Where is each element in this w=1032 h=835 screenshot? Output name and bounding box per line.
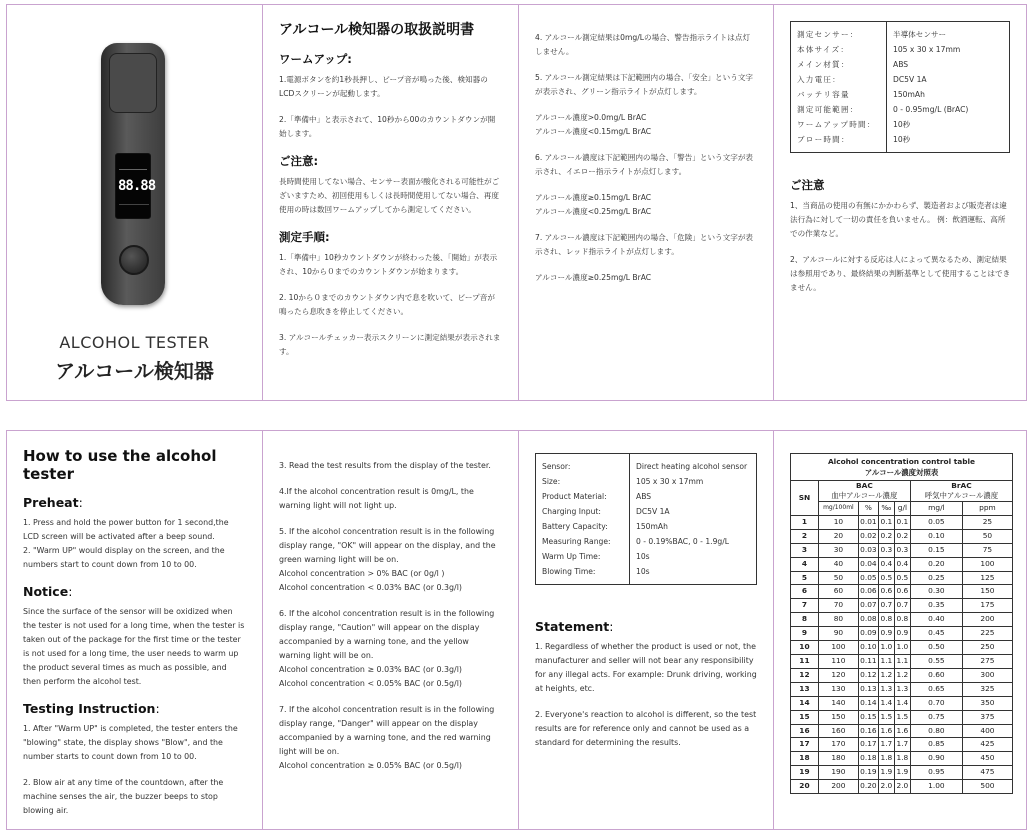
table-title-ja: アルコール濃度対照表 bbox=[864, 468, 939, 477]
en-range-line: Alcohol concentration < 0.03% BAC (or 0.3g/l) bbox=[279, 583, 462, 592]
table-cell: 200 bbox=[962, 613, 1012, 627]
power-button-image bbox=[119, 245, 149, 275]
table-cell: 1.4 bbox=[894, 696, 910, 710]
table-cell: 0.45 bbox=[910, 627, 962, 641]
table-cell: 0.1 bbox=[894, 515, 910, 529]
spec-value: ABS bbox=[636, 492, 652, 501]
en-range-line: Alcohol concentration ≥ 0.03% BAC (or 0.3g/l) bbox=[279, 665, 462, 674]
table-cell: 1.5 bbox=[878, 710, 894, 724]
col-bac: BAC bbox=[856, 481, 873, 490]
table-cell: 50 bbox=[962, 529, 1012, 543]
ja-results-panel bbox=[518, 5, 773, 400]
en-preheat-step: 1. Press and hold the power button for 1 second,the LCD screen will be activated after a beep sound. bbox=[23, 518, 229, 541]
table-row bbox=[791, 780, 1013, 794]
table-cell: 0.60 bbox=[910, 668, 962, 682]
spec-label: Size: bbox=[536, 474, 630, 489]
table-cell: 0.7 bbox=[894, 599, 910, 613]
table-cell: 1.8 bbox=[878, 752, 894, 766]
table-cell: 40 bbox=[818, 557, 858, 571]
spec-row bbox=[536, 534, 757, 549]
en-range-line: Alcohol concentration > 0% BAC (or 0g/l ) bbox=[279, 569, 445, 578]
ja-spec-table bbox=[790, 21, 1010, 153]
en-statement-text: 1. Regardless of whether the product is used or not, the manufacturer and seller will not bear any responsibility for any illegal acts. For example: Drunk driving, working at heights, etc. bbox=[535, 642, 757, 693]
spec-value: 10秒 bbox=[893, 120, 911, 129]
table-cell: 50 bbox=[818, 571, 858, 585]
unit-header: g/l bbox=[894, 502, 910, 516]
table-cell: 0.70 bbox=[910, 696, 962, 710]
table-cell: 450 bbox=[962, 752, 1012, 766]
table-cell: 425 bbox=[962, 738, 1012, 752]
ja-step: 2. 10から０までのカウントダウン内で息を吹いて、ビープ音が鳴ったら息吹きを停止してください。 bbox=[279, 293, 495, 316]
table-row bbox=[791, 529, 1013, 543]
row-sn: 8 bbox=[791, 613, 819, 627]
table-cell: 1.6 bbox=[894, 724, 910, 738]
ja-range-line: アルコール濃度≥0.25mg/L BrAC bbox=[535, 273, 652, 282]
row-sn: 18 bbox=[791, 752, 819, 766]
spec-row bbox=[536, 489, 757, 504]
table-cell: 200 bbox=[818, 780, 858, 794]
ja-warmup-heading: ワームアップ: bbox=[279, 52, 352, 66]
table-cell: 1.6 bbox=[878, 724, 894, 738]
row-sn: 5 bbox=[791, 571, 819, 585]
en-statement-heading: Statement bbox=[535, 619, 610, 634]
table-cell: 0.19 bbox=[858, 766, 878, 780]
table-cell: 80 bbox=[818, 613, 858, 627]
table-cell: 160 bbox=[818, 724, 858, 738]
table-cell: 0.05 bbox=[910, 515, 962, 529]
table-cell: 0.7 bbox=[878, 599, 894, 613]
spec-label: Warm Up Time: bbox=[536, 549, 630, 564]
table-cell: 120 bbox=[818, 668, 858, 682]
table-cell: 1.0 bbox=[878, 641, 894, 655]
lcd-screen bbox=[115, 153, 156, 219]
spec-row bbox=[791, 22, 1010, 43]
table-cell: 125 bbox=[962, 571, 1012, 585]
table-cell: 0.50 bbox=[910, 641, 962, 655]
table-row bbox=[791, 766, 1013, 780]
row-sn: 15 bbox=[791, 710, 819, 724]
spec-row bbox=[536, 549, 757, 564]
row-sn: 13 bbox=[791, 682, 819, 696]
spec-row bbox=[791, 57, 1010, 72]
ja-range-line: アルコール濃度>0.0mg/L BrAC bbox=[535, 113, 647, 122]
table-cell: 0.20 bbox=[858, 780, 878, 794]
table-row bbox=[791, 682, 1013, 696]
en-result-step: 3. Read the test results from the display of the tester. bbox=[279, 461, 491, 470]
ja-notice-text: 長時間使用してない場合、センサー表面が酸化される可能性がございますため、初回使用もしくは長時間使用してない場合、再度使用の時は数回ワームアップしてから測定してください。 bbox=[279, 177, 500, 214]
table-cell: 0.13 bbox=[858, 682, 878, 696]
table-cell: 140 bbox=[818, 696, 858, 710]
ja-instructions-panel bbox=[262, 5, 518, 400]
spec-label: Blowing Time: bbox=[536, 564, 630, 585]
table-row bbox=[791, 668, 1013, 682]
row-sn: 10 bbox=[791, 641, 819, 655]
table-cell: 0.06 bbox=[858, 585, 878, 599]
table-row bbox=[791, 752, 1013, 766]
concentration-table-panel bbox=[773, 431, 1028, 829]
en-testing-heading: Testing Instruction bbox=[23, 701, 156, 716]
row-sn: 20 bbox=[791, 780, 819, 794]
unit-header: mg/l bbox=[910, 502, 962, 516]
lcd-digits: 88.88 bbox=[118, 178, 156, 194]
table-cell: 25 bbox=[962, 515, 1012, 529]
en-result-step: 7. If the alcohol concentration result is in the following display range, "Danger" will appear on the display accompanied by a warning tone, and the red warning light will be on. bbox=[279, 705, 495, 756]
table-cell: 0.65 bbox=[910, 682, 962, 696]
mouthpiece-cap bbox=[109, 53, 157, 113]
spec-label: Product Material: bbox=[536, 489, 630, 504]
spec-row bbox=[791, 132, 1010, 153]
table-cell: 150 bbox=[962, 585, 1012, 599]
spec-value: DC5V 1A bbox=[636, 507, 670, 516]
spec-row bbox=[536, 504, 757, 519]
table-cell: 1.2 bbox=[894, 668, 910, 682]
spec-label: Measuring Range: bbox=[536, 534, 630, 549]
table-cell: 60 bbox=[818, 585, 858, 599]
spec-value: 0 - 0.95mg/L (BrAC) bbox=[893, 105, 969, 114]
table-cell: 0.4 bbox=[878, 557, 894, 571]
table-cell: 0.01 bbox=[858, 515, 878, 529]
table-cell: 0.5 bbox=[894, 571, 910, 585]
table-row bbox=[791, 696, 1013, 710]
table-cell: 0.2 bbox=[878, 529, 894, 543]
spec-label: メイン材質： bbox=[791, 57, 887, 72]
en-notice-heading: Notice bbox=[23, 584, 69, 599]
table-row bbox=[791, 515, 1013, 529]
spec-label: 入力電圧： bbox=[791, 72, 887, 87]
col-brac-ja: 呼気中アルコール濃度 bbox=[924, 491, 999, 500]
table-cell: 1.9 bbox=[894, 766, 910, 780]
table-cell: 1.7 bbox=[894, 738, 910, 752]
ja-step: 3. アルコールチェッカー表示スクリーンに測定結果が表示されます。 bbox=[279, 333, 501, 356]
spec-value: Direct heating alcohol sensor bbox=[636, 462, 748, 471]
table-cell: 0.6 bbox=[894, 585, 910, 599]
spec-row bbox=[791, 102, 1010, 117]
en-testing-step: 2. Blow air at any time of the countdown, after the machine senses the air, the buzzer beeps to stop blowing air. bbox=[23, 778, 224, 815]
table-title-en: Alcohol concentration control table bbox=[827, 457, 976, 466]
spec-value: 105 x 30 x 17mm bbox=[636, 477, 704, 486]
table-cell: 0.10 bbox=[858, 641, 878, 655]
spec-label: ブロー時間： bbox=[791, 132, 887, 153]
spec-row bbox=[791, 117, 1010, 132]
en-spec-panel: Sensor: Direct heating alcohol sensor Size: 105 x 30 x 17mm Product Material: ABS Charging Input: DC5V 1A Battery Capacity: 150mAh Measuring Range: 0 - 0.19%BAC, 0 - 1.9g/L Warm Up Time: 10s Blowing Time: 10s Statement: 1. Regardless of whether the product is used or not, the manufacturer and seller will not bear any responsibility for any illegal acts. For example: Drunk driving, working at heights, etc. 2. Everyone's reaction to alcohol is different, so the test results are for reference only and cannot be used as a standard for determining the results. bbox=[518, 431, 773, 829]
table-cell: 1.4 bbox=[878, 696, 894, 710]
spec-value: 105 x 30 x 17mm bbox=[893, 45, 961, 54]
table-cell: 0.08 bbox=[858, 613, 878, 627]
spec-row bbox=[791, 72, 1010, 87]
table-cell: 0.1 bbox=[878, 515, 894, 529]
table-cell: 1.1 bbox=[894, 654, 910, 668]
table-row bbox=[791, 571, 1013, 585]
table-cell: 0.16 bbox=[858, 724, 878, 738]
table-row bbox=[791, 557, 1013, 571]
unit-header: mg/100ml bbox=[818, 502, 858, 516]
concentration-table bbox=[790, 453, 1013, 794]
ja-result-step: 4. アルコール測定結果は0mg/Lの場合、警告指示ライトは点灯しません。 bbox=[535, 33, 751, 56]
table-cell: 1.3 bbox=[878, 682, 894, 696]
table-row bbox=[791, 738, 1013, 752]
table-cell: 500 bbox=[962, 780, 1012, 794]
table-cell: 0.05 bbox=[858, 571, 878, 585]
spec-row bbox=[536, 564, 757, 585]
table-cell: 0.80 bbox=[910, 724, 962, 738]
spec-label: 本体サイズ： bbox=[791, 42, 887, 57]
table-cell: 0.9 bbox=[894, 627, 910, 641]
table-cell: 170 bbox=[818, 738, 858, 752]
en-preheat-heading: Preheat bbox=[23, 495, 79, 510]
table-cell: 0.15 bbox=[910, 543, 962, 557]
table-cell: 225 bbox=[962, 627, 1012, 641]
row-sn: 14 bbox=[791, 696, 819, 710]
table-cell: 90 bbox=[818, 627, 858, 641]
spec-value: 10s bbox=[636, 567, 650, 576]
row-sn: 19 bbox=[791, 766, 819, 780]
table-cell: 0.17 bbox=[858, 738, 878, 752]
table-cell: 375 bbox=[962, 710, 1012, 724]
table-cell: 130 bbox=[818, 682, 858, 696]
row-sn: 12 bbox=[791, 668, 819, 682]
en-range-line: Alcohol concentration < 0.05% BAC (or 0.5g/l) bbox=[279, 679, 462, 688]
table-cell: 1.00 bbox=[910, 780, 962, 794]
table-cell: 0.9 bbox=[878, 627, 894, 641]
unit-header: ppm bbox=[962, 502, 1012, 516]
ja-range-line: アルコール濃度<0.25mg/L BrAC bbox=[535, 207, 652, 216]
table-cell: 10 bbox=[818, 515, 858, 529]
table-cell: 325 bbox=[962, 682, 1012, 696]
spec-value: DC5V 1A bbox=[893, 75, 927, 84]
table-cell: 0.40 bbox=[910, 613, 962, 627]
table-cell: 1.2 bbox=[878, 668, 894, 682]
table-cell: 1.8 bbox=[894, 752, 910, 766]
ja-range-line: アルコール濃度≥0.15mg/L BrAC bbox=[535, 193, 652, 202]
row-sn: 2 bbox=[791, 529, 819, 543]
row-sn: 6 bbox=[791, 585, 819, 599]
spec-label: ワームアップ時間： bbox=[791, 117, 887, 132]
ja-steps-heading: 測定手順: bbox=[279, 230, 330, 244]
table-cell: 180 bbox=[818, 752, 858, 766]
table-cell: 0.11 bbox=[858, 654, 878, 668]
table-cell: 0.95 bbox=[910, 766, 962, 780]
japanese-manual-sheet bbox=[6, 4, 1027, 401]
table-cell: 0.25 bbox=[910, 571, 962, 585]
row-sn: 4 bbox=[791, 557, 819, 571]
ja-warmup-step: 1.電源ボタンを約1秒長押し、ビープ音が鳴った後、検知器の LCDスクリーンが起動します。 bbox=[279, 75, 488, 98]
row-sn: 1 bbox=[791, 515, 819, 529]
spec-value: ABS bbox=[893, 60, 909, 69]
table-cell: 0.02 bbox=[858, 529, 878, 543]
english-manual-sheet bbox=[6, 430, 1027, 830]
en-range-line: Alcohol concentration ≥ 0.05% BAC (or 0.5g/l) bbox=[279, 761, 462, 770]
table-row bbox=[791, 599, 1013, 613]
table-cell: 0.4 bbox=[894, 557, 910, 571]
table-cell: 100 bbox=[962, 557, 1012, 571]
spec-label: Charging Input: bbox=[536, 504, 630, 519]
en-statement-text: 2. Everyone's reaction to alcohol is different, so the test results are for reference only and cannot be used as a standard for determining the results. bbox=[535, 710, 757, 747]
spec-value: 半導体センサー bbox=[893, 30, 947, 39]
table-cell: 75 bbox=[962, 543, 1012, 557]
table-cell: 0.12 bbox=[858, 668, 878, 682]
ja-step: 1.「準備中」10秒カウントダウンが終わった後、「開始」が表示され、10から０までのカウントダウンが始まります。 bbox=[279, 253, 498, 276]
table-cell: 250 bbox=[962, 641, 1012, 655]
en-preheat-step: 2. "Warm UP" would display on the screen, and the numbers start to count down from 10 to 00. bbox=[23, 546, 225, 569]
table-row bbox=[791, 543, 1013, 557]
spec-label: バッテリ容量 bbox=[791, 87, 887, 102]
table-cell: 0.8 bbox=[894, 613, 910, 627]
spec-row bbox=[536, 474, 757, 489]
ja-result-step: 6. アルコール濃度は下記範囲内の場合、「警告」という文字が表示され、イエロー指示ライトが点灯します。 bbox=[535, 153, 754, 176]
table-cell: 2.0 bbox=[878, 780, 894, 794]
spec-value: 10s bbox=[636, 552, 650, 561]
row-sn: 17 bbox=[791, 738, 819, 752]
table-cell: 70 bbox=[818, 599, 858, 613]
table-cell: 350 bbox=[962, 696, 1012, 710]
table-cell: 475 bbox=[962, 766, 1012, 780]
en-result-step: 6. If the alcohol concentration result is in the following display range, "Caution" will appear on the display accompanied by a warning tone, and the yellow warning light will be on. bbox=[279, 609, 495, 660]
col-sn: SN bbox=[791, 481, 819, 516]
spec-value: 150mAh bbox=[636, 522, 668, 531]
table-cell: 1.1 bbox=[878, 654, 894, 668]
table-cell: 100 bbox=[818, 641, 858, 655]
table-cell: 0.04 bbox=[858, 557, 878, 571]
table-cell: 0.75 bbox=[910, 710, 962, 724]
table-row bbox=[791, 585, 1013, 599]
row-sn: 11 bbox=[791, 654, 819, 668]
table-cell: 30 bbox=[818, 543, 858, 557]
table-cell: 0.8 bbox=[878, 613, 894, 627]
table-row bbox=[791, 724, 1013, 738]
ja-warmup-step: 2.「準備中」と表示されて、10秒から00のカウントダウンが開始します。 bbox=[279, 115, 496, 138]
spec-row bbox=[536, 519, 757, 534]
row-sn: 16 bbox=[791, 724, 819, 738]
product-name-en: ALCOHOL TESTER bbox=[59, 333, 210, 352]
product-name-ja: アルコール検知器 bbox=[55, 359, 214, 383]
table-cell: 0.5 bbox=[878, 571, 894, 585]
table-cell: 0.30 bbox=[910, 585, 962, 599]
table-cell: 0.20 bbox=[910, 557, 962, 571]
table-cell: 0.55 bbox=[910, 654, 962, 668]
col-brac: BrAC bbox=[951, 481, 972, 490]
spec-row bbox=[791, 42, 1010, 57]
spec-label: 測定センサー： bbox=[791, 22, 887, 43]
table-row bbox=[791, 641, 1013, 655]
en-instructions-panel: How to use the alcohol tester Preheat: 1. Press and hold the power button for 1 second,the LCD screen will be activated after a beep sound. 2. "Warm UP" would display on the screen, and the numbers start to count down from 10 to 00. Notice: Since the surface of the sensor will be oxidized when the tester is not used for a long time, when the tester is taken out of the package for the first time or the tester is not used for a long time, the user needs to warm up the product several times as much as possible, and then perform the alcohol test. Testing Instruction: 1. After "Warm UP" is completed, the tester enters the "blowing" state, the display shows "Blow", and the number starts to count down from 10 to 00. 2. Blow air at any time of the countdown, after the machine senses the air, the buzzer beeps to stop blowing air. bbox=[7, 431, 262, 829]
spec-value: 10秒 bbox=[893, 135, 911, 144]
table-cell: 400 bbox=[962, 724, 1012, 738]
table-cell: 0.03 bbox=[858, 543, 878, 557]
table-cell: 1.0 bbox=[894, 641, 910, 655]
unit-header: ‰ bbox=[878, 502, 894, 516]
en-result-step: 5. If the alcohol concentration result is in the following display range, "OK" will appear on the display, and the green warning light will be on. bbox=[279, 527, 496, 564]
ja-result-step: 7. アルコール濃度は下記範囲内の場合、「危険」という文字が表示され、レッド指示ライトが点灯します。 bbox=[535, 233, 754, 256]
table-cell: 0.90 bbox=[910, 752, 962, 766]
spec-row bbox=[536, 454, 757, 475]
en-notice-text: Since the surface of the sensor will be oxidized when the tester is not used for a long time, when the tester is taken out of the package for the first time or the tester is not used for a long time, the user needs to warm up the product several times as much as possible, and then perform the alcohol test. bbox=[23, 607, 245, 686]
spec-label: Battery Capacity: bbox=[536, 519, 630, 534]
table-cell: 1.3 bbox=[894, 682, 910, 696]
table-cell: 0.2 bbox=[894, 529, 910, 543]
table-cell: 0.07 bbox=[858, 599, 878, 613]
table-cell: 0.6 bbox=[878, 585, 894, 599]
ja-spec-panel bbox=[773, 5, 1028, 400]
table-cell: 2.0 bbox=[894, 780, 910, 794]
row-sn: 3 bbox=[791, 543, 819, 557]
table-cell: 175 bbox=[962, 599, 1012, 613]
table-row bbox=[791, 654, 1013, 668]
ja-caution-heading: ご注意 bbox=[790, 178, 825, 192]
table-cell: 110 bbox=[818, 654, 858, 668]
row-sn: 9 bbox=[791, 627, 819, 641]
table-cell: 275 bbox=[962, 654, 1012, 668]
row-sn: 7 bbox=[791, 599, 819, 613]
table-cell: 0.3 bbox=[878, 543, 894, 557]
spec-label: 測定可能範囲： bbox=[791, 102, 887, 117]
table-cell: 0.85 bbox=[910, 738, 962, 752]
table-cell: 20 bbox=[818, 529, 858, 543]
table-row bbox=[791, 613, 1013, 627]
unit-header: % bbox=[858, 502, 878, 516]
alcohol-tester-image bbox=[101, 43, 165, 305]
table-cell: 0.35 bbox=[910, 599, 962, 613]
spec-row bbox=[791, 87, 1010, 102]
table-row bbox=[791, 627, 1013, 641]
table-cell: 300 bbox=[962, 668, 1012, 682]
table-cell: 0.18 bbox=[858, 752, 878, 766]
table-cell: 1.5 bbox=[894, 710, 910, 724]
en-title: How to use the alcohol tester bbox=[23, 447, 217, 483]
table-row bbox=[791, 710, 1013, 724]
en-spec-table bbox=[535, 453, 757, 585]
table-cell: 0.09 bbox=[858, 627, 878, 641]
ja-title: アルコール検知器の取扱説明書 bbox=[279, 22, 475, 38]
table-cell: 1.9 bbox=[878, 766, 894, 780]
en-result-step: 4.If the alcohol concentration result is 0mg/L, the warning light will not light up. bbox=[279, 487, 474, 510]
col-bac-ja: 血中アルコール濃度 bbox=[831, 491, 898, 500]
spec-value: 0 - 0.19%BAC, 0 - 1.9g/L bbox=[636, 537, 730, 546]
table-cell: 0.14 bbox=[858, 696, 878, 710]
ja-notice-heading: ご注意: bbox=[279, 154, 319, 168]
table-cell: 0.15 bbox=[858, 710, 878, 724]
spec-label: Sensor: bbox=[536, 454, 630, 475]
ja-range-line: アルコール濃度<0.15mg/L BrAC bbox=[535, 127, 652, 136]
table-cell: 190 bbox=[818, 766, 858, 780]
product-panel bbox=[7, 5, 262, 400]
spec-value: 150mAh bbox=[893, 90, 925, 99]
en-results-panel bbox=[262, 431, 518, 829]
en-testing-step: 1. After "Warm UP" is completed, the tester enters the "blowing" state, the display shows "Blow", and the number starts to count down from 10 to 00. bbox=[23, 724, 238, 761]
table-cell: 0.10 bbox=[910, 529, 962, 543]
table-cell: 150 bbox=[818, 710, 858, 724]
table-cell: 0.3 bbox=[894, 543, 910, 557]
ja-caution-text: 2、アルコールに対する反応は人によって異なるため、測定結果は参照用であり、最終結果の判断基準として使用することはできません。 bbox=[790, 255, 1011, 292]
table-cell: 1.7 bbox=[878, 738, 894, 752]
ja-result-step: 5. アルコール測定結果は下記範囲内の場合、「安全」という文字が表示され、グリーン指示ライトが点灯します。 bbox=[535, 73, 754, 96]
ja-caution-text: 1、当商品の使用の有無にかかわらず、製造者および販売者は違法行為に対して一切の責任を負いません。 例：飲酒運転、高所での作業など。 bbox=[790, 201, 1007, 238]
